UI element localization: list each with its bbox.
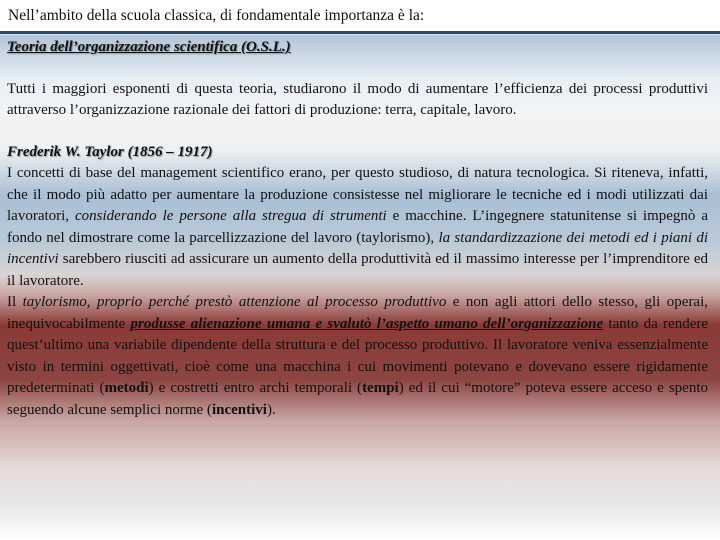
slide-title: Nell’ambito della scuola classica, di fondamentale importanza è la: xyxy=(8,7,425,24)
text-run: I concetti di base del management scientifico erano, per questo studioso, di natura tecnologica. Si riteneva, infatti, che il modo più adatto per aumentare la produzione consistesse nel migliorare le tecniche ed i modi utilizzati dai lavoratori, xyxy=(7,165,708,224)
bold-run: metodi xyxy=(104,380,149,396)
text-run: sarebbero riusciti ad assicurare un aumento della produttività ed il massimo interesse per l’imprenditore ed il lavoratore. xyxy=(7,251,708,289)
bold-run: tempi xyxy=(362,380,399,396)
paragraph-taylor-1 xyxy=(7,163,708,292)
text-run: ). xyxy=(266,401,276,418)
text-run: ) ed il cui “motore” poteva essere acceso e spento seguendo alcune semplici norme ( xyxy=(7,380,708,418)
text-run: tanto da rendere quest’ultimo una variabile dipendente della struttura e del processo produttivo. Il lavoratore veniva essenzialmente visto in termini oggettivati, cioè come una macchina i cui movimenti potevano e dovevano essere rigidamente predeterminati ( xyxy=(7,315,708,396)
text-run: e non agli attori dello stesso, gli operai, inequivocabilmente xyxy=(7,294,709,332)
heading-text: Teoria dell’organizzazione scientifica (O.S.L.) xyxy=(7,39,291,55)
section-heading-osl xyxy=(7,37,708,59)
italic-run: considerando le persone alla stregua di strumenti xyxy=(75,208,387,224)
paragraph-osl: Tutti i maggiori esponenti di questa teoria, studiarono il modo di aumentare l’efficienza dei processi produttivi attraverso l’organizzazione razionale dei fattori di produzione: terra, capitale, lavoro. xyxy=(7,80,708,118)
bold-run: incentivi xyxy=(211,401,267,418)
italic-run: taylorismo, proprio perché prestò attenzione al processo produttivo xyxy=(22,294,447,310)
text-run: e macchine. L’ingegnere statunitense si impegnò a fondo nel dimostrare come la parcellizzazione del lavoro (taylorismo), xyxy=(7,208,709,246)
bold-italic-run: produsse alienazione umana e svalutò l’aspetto umano dell’organizzazione xyxy=(130,315,604,332)
title-divider xyxy=(0,31,720,34)
text-run: Il xyxy=(7,294,23,310)
slide-content xyxy=(7,37,708,421)
section-heading-taylor xyxy=(7,142,708,164)
heading-text: Frederik W. Taylor (1856 – 1917) xyxy=(7,143,213,160)
text-run: ) e costretti entro archi temporali ( xyxy=(148,380,363,396)
paragraph-taylor-2 xyxy=(7,292,708,421)
italic-run: la standardizzazione dei metodi ed i piani di incentivi xyxy=(7,229,709,267)
